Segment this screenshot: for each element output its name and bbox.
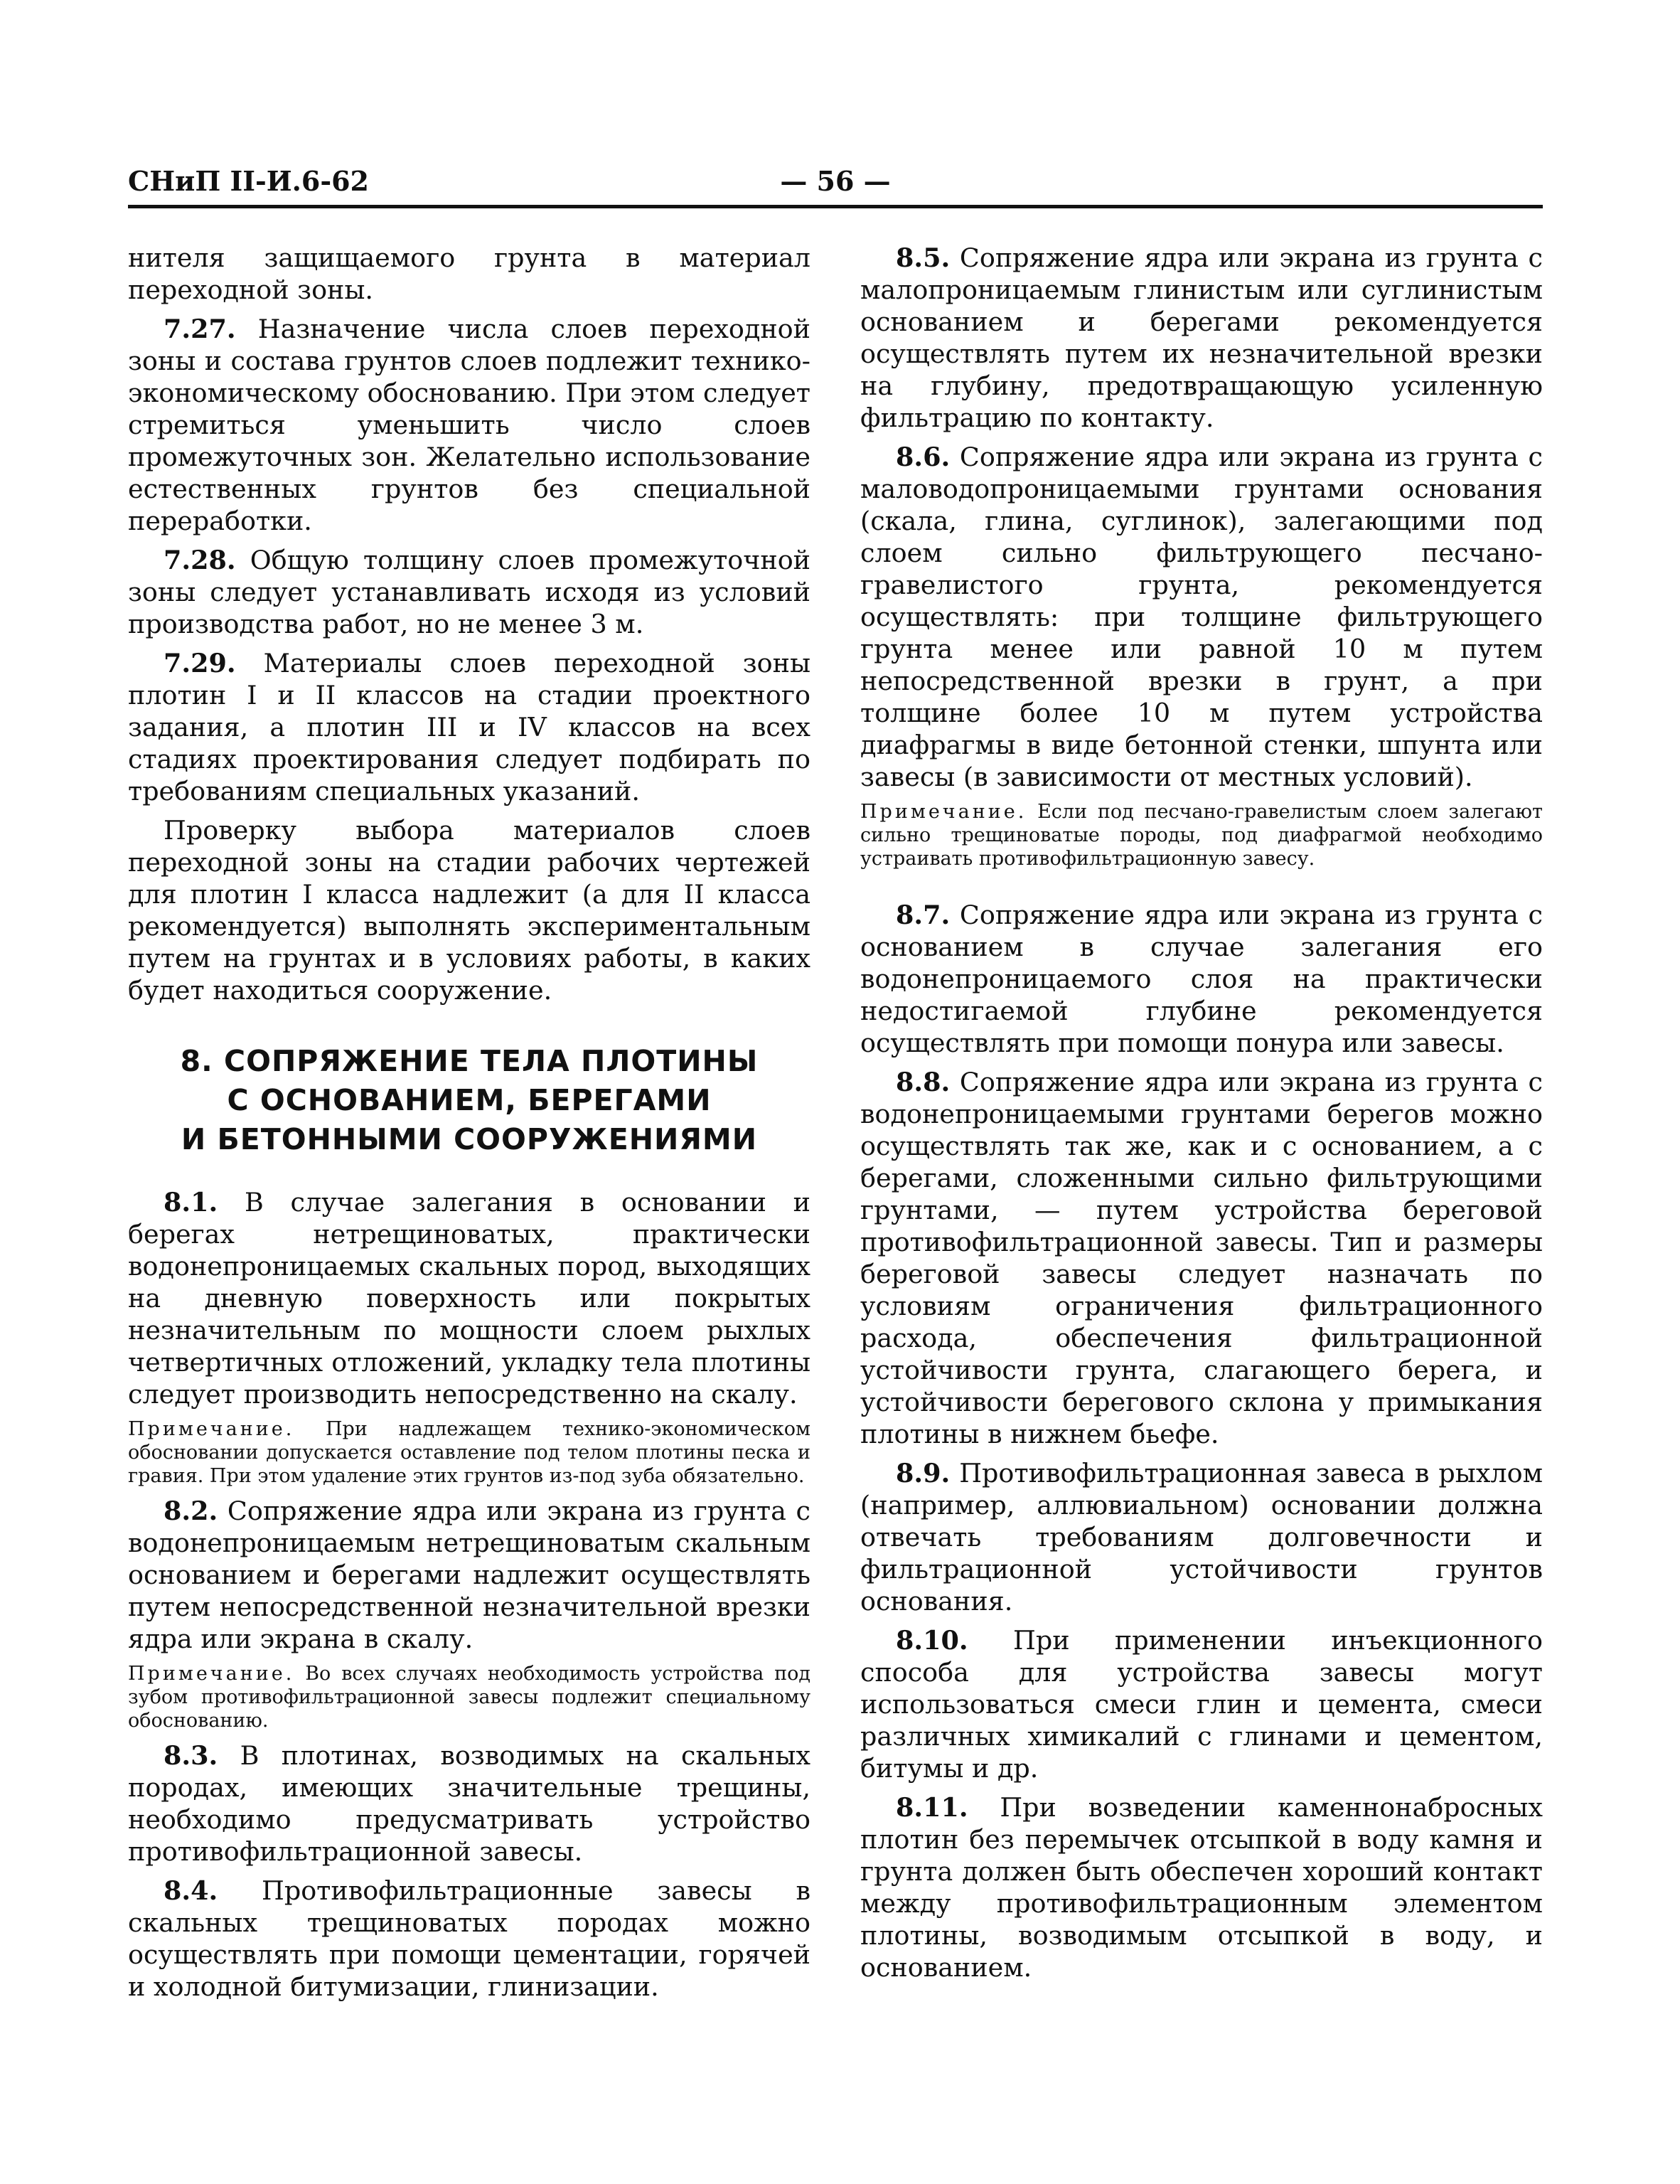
page-header: [128, 162, 1543, 208]
section-title: 8. СОПРЯЖЕНИЕ ТЕЛА ПЛОТИНЫ С ОСНОВАНИЕМ, БЕРЕГАМИ И БЕТОННЫМИ СООРУЖЕНИЯМИ: [180, 1044, 759, 1156]
page-number: — 56 —: [780, 165, 891, 197]
paragraph-8-3: 8.3. В плотинах, возводимых на скальных породах, имеющих значительные трещины, необходимо предусматривать устройство противофильтрационной завесы.: [128, 1740, 810, 1867]
paragraph-8-11: 8.11. При возведении каменнонабросных плотин без перемычек отсыпкой в воду камня и грунта должен быть обеспечен хороший контакт между противофильтрационным элементом плотины, возводимым отсыпкой в воду, и основанием.: [860, 1792, 1543, 1983]
paragraph-8-4: 8.4. Противофильтрационные завесы в скальных трещиноватых породах можно осуществлять при помощи цементации, горячей и холодной битумизации, глинизации.: [128, 1875, 810, 2002]
paragraph-continuation: нителя защищаемого грунта в материал переходной зоны.: [128, 243, 810, 305]
paragraph-8-1: 8.1. В случае залегания в основании и берегах нетрещиноватых, практически водонепроницаемых скальных пород, выходящих на дневную поверхность или покрытых незначительным по мощности слоем рыхлых четвертичных отложений, укладку тела плотины следует производить непосредственно на скалу.: [128, 1187, 810, 1410]
clause-number: 7.29.: [164, 648, 236, 678]
clause-number: 8.11.: [896, 1792, 968, 1823]
right-column: [860, 242, 1543, 1991]
paragraph-7-27: 7.27. Назначение числа слоев переходной зоны и состава грунтов слоев подлежит технико-экономическому обоснованию. При этом следует стремиться уменьшить число слоев промежуточных зон. Желательно использование естественных грунтов без специальной переработки.: [128, 314, 810, 536]
paragraph-7-28: 7.28. Общую толщину слоев промежуточной зоны следует устанавливать исходя из условий производства работ, но не менее 3 м.: [128, 545, 810, 639]
paragraph-8-2: 8.2. Сопряжение ядра или экрана из грунта с водонепроницаемым нетрещиноватым скальным основанием и берегами надлежит осуществлять путем непосредственной незначительной врезки ядра или экрана в скалу.: [128, 1496, 810, 1654]
clause-number: 8.6.: [896, 442, 951, 472]
paragraph-8-6: 8.6. Сопряжение ядра или экрана из грунта с маловодопроницаемыми грунтами основания (скала, глина, суглинок), залегающими под слоем сильно фильтрующего песчано-гравелистого грунта, рекомендуется осуществлять: при толщине фильтрующего грунта менее или равной 10 м путем непосредственной врезки в грунт, а при толщине более 10 м путем устройства диафрагмы в виде бетонной стенки, шпунта или завесы (в зависимости от местных условий).: [860, 442, 1543, 792]
clause-number: 8.10.: [896, 1625, 968, 1656]
paragraph-8-7: 8.7. Сопряжение ядра или экрана из грунта с основанием в случае залегания его водонепроницаемого слоя на практически недостигаемой глубине рекомендуется осуществлять при помощи понура или завесы.: [860, 900, 1543, 1058]
paragraph-8-5: 8.5. Сопряжение ядра или экрана из грунта с малопроницаемым глинистым или суглинистым основанием и берегами рекомендуется осуществлять путем их незначительной врезки на глубину, предотвращающую усиленную фильтрацию по контакту.: [860, 243, 1543, 433]
paragraph-8-8: 8.8. Сопряжение ядра или экрана из грунта с водонепроницаемыми грунтами берегов можно осуществлять так же, как и с основанием, а с берегами, сложенными сильно фильтрующими грунтами, — путем устройства береговой противофильтрационной завесы. Тип и размеры береговой завесы следует назначать по условиям ограничения фильтрационного расхода, обеспечения фильтрационной устойчивости грунта, слагающего берега, и устойчивости берегового склона у примыкания плотины в нижнем бьефе.: [860, 1067, 1543, 1449]
clause-number: 8.2.: [164, 1496, 218, 1526]
paragraph-7-29-continued: Проверку выбора материалов слоев переходной зоны на стадии рабочих чертежей для плотин I класса надлежит (а для II класса рекомендуется) выполнять экспериментальным путем на грунтах и в условиях работы, в каких будет находиться сооружение.: [128, 815, 810, 1006]
paragraph-8-10: 8.10. При применении инъекционного способа для устройства завесы могут использоваться смеси глин и цемента, смеси различных химикалий с глинами и цементом, битумы и др.: [860, 1625, 1543, 1784]
clause-number: 8.7.: [896, 900, 951, 930]
note: Примечание. Если под песчано-гравелистым слоем залегают сильно трещиноватые породы, под диафрагмой необходимо устраивать противофильтрационную завесу.: [860, 801, 1543, 870]
note: Примечание. Во всех случаях необходимость устройства под зубом противофильтрационной завесы подлежит специальному обоснованию.: [128, 1663, 810, 1732]
left-column: [128, 242, 810, 2010]
clause-number: 8.1.: [164, 1187, 218, 1218]
clause-number: 8.4.: [164, 1875, 218, 1906]
note: Примечание. При надлежащем технико-экономическом обосновании допускается оставление под телом плотины песка и гравия. При этом удаление этих грунтов из-под зуба обязательно.: [128, 1418, 810, 1487]
clause-number: 8.5.: [896, 243, 951, 273]
clause-number: 7.28.: [164, 545, 236, 575]
clause-number: 8.9.: [896, 1458, 951, 1488]
clause-number: 8.3.: [164, 1740, 218, 1771]
paragraph-7-29: 7.29. Материалы слоев переходной зоны плотин I и II классов на стадии проектного задания, а плотин III и IV классов на всех стадиях проектирования следует подбирать по требованиям специальных указаний.: [128, 648, 810, 806]
document-code: СНиП II-И.6-62: [128, 165, 369, 197]
clause-number: 7.27.: [164, 314, 236, 344]
clause-number: 8.8.: [896, 1067, 951, 1097]
paragraph-8-9: 8.9. Противофильтрационная завеса в рыхлом (например, аллювиальном) основании должна отвечать требованиям долговечности и фильтрационной устойчивости грунтов основания.: [860, 1458, 1543, 1616]
